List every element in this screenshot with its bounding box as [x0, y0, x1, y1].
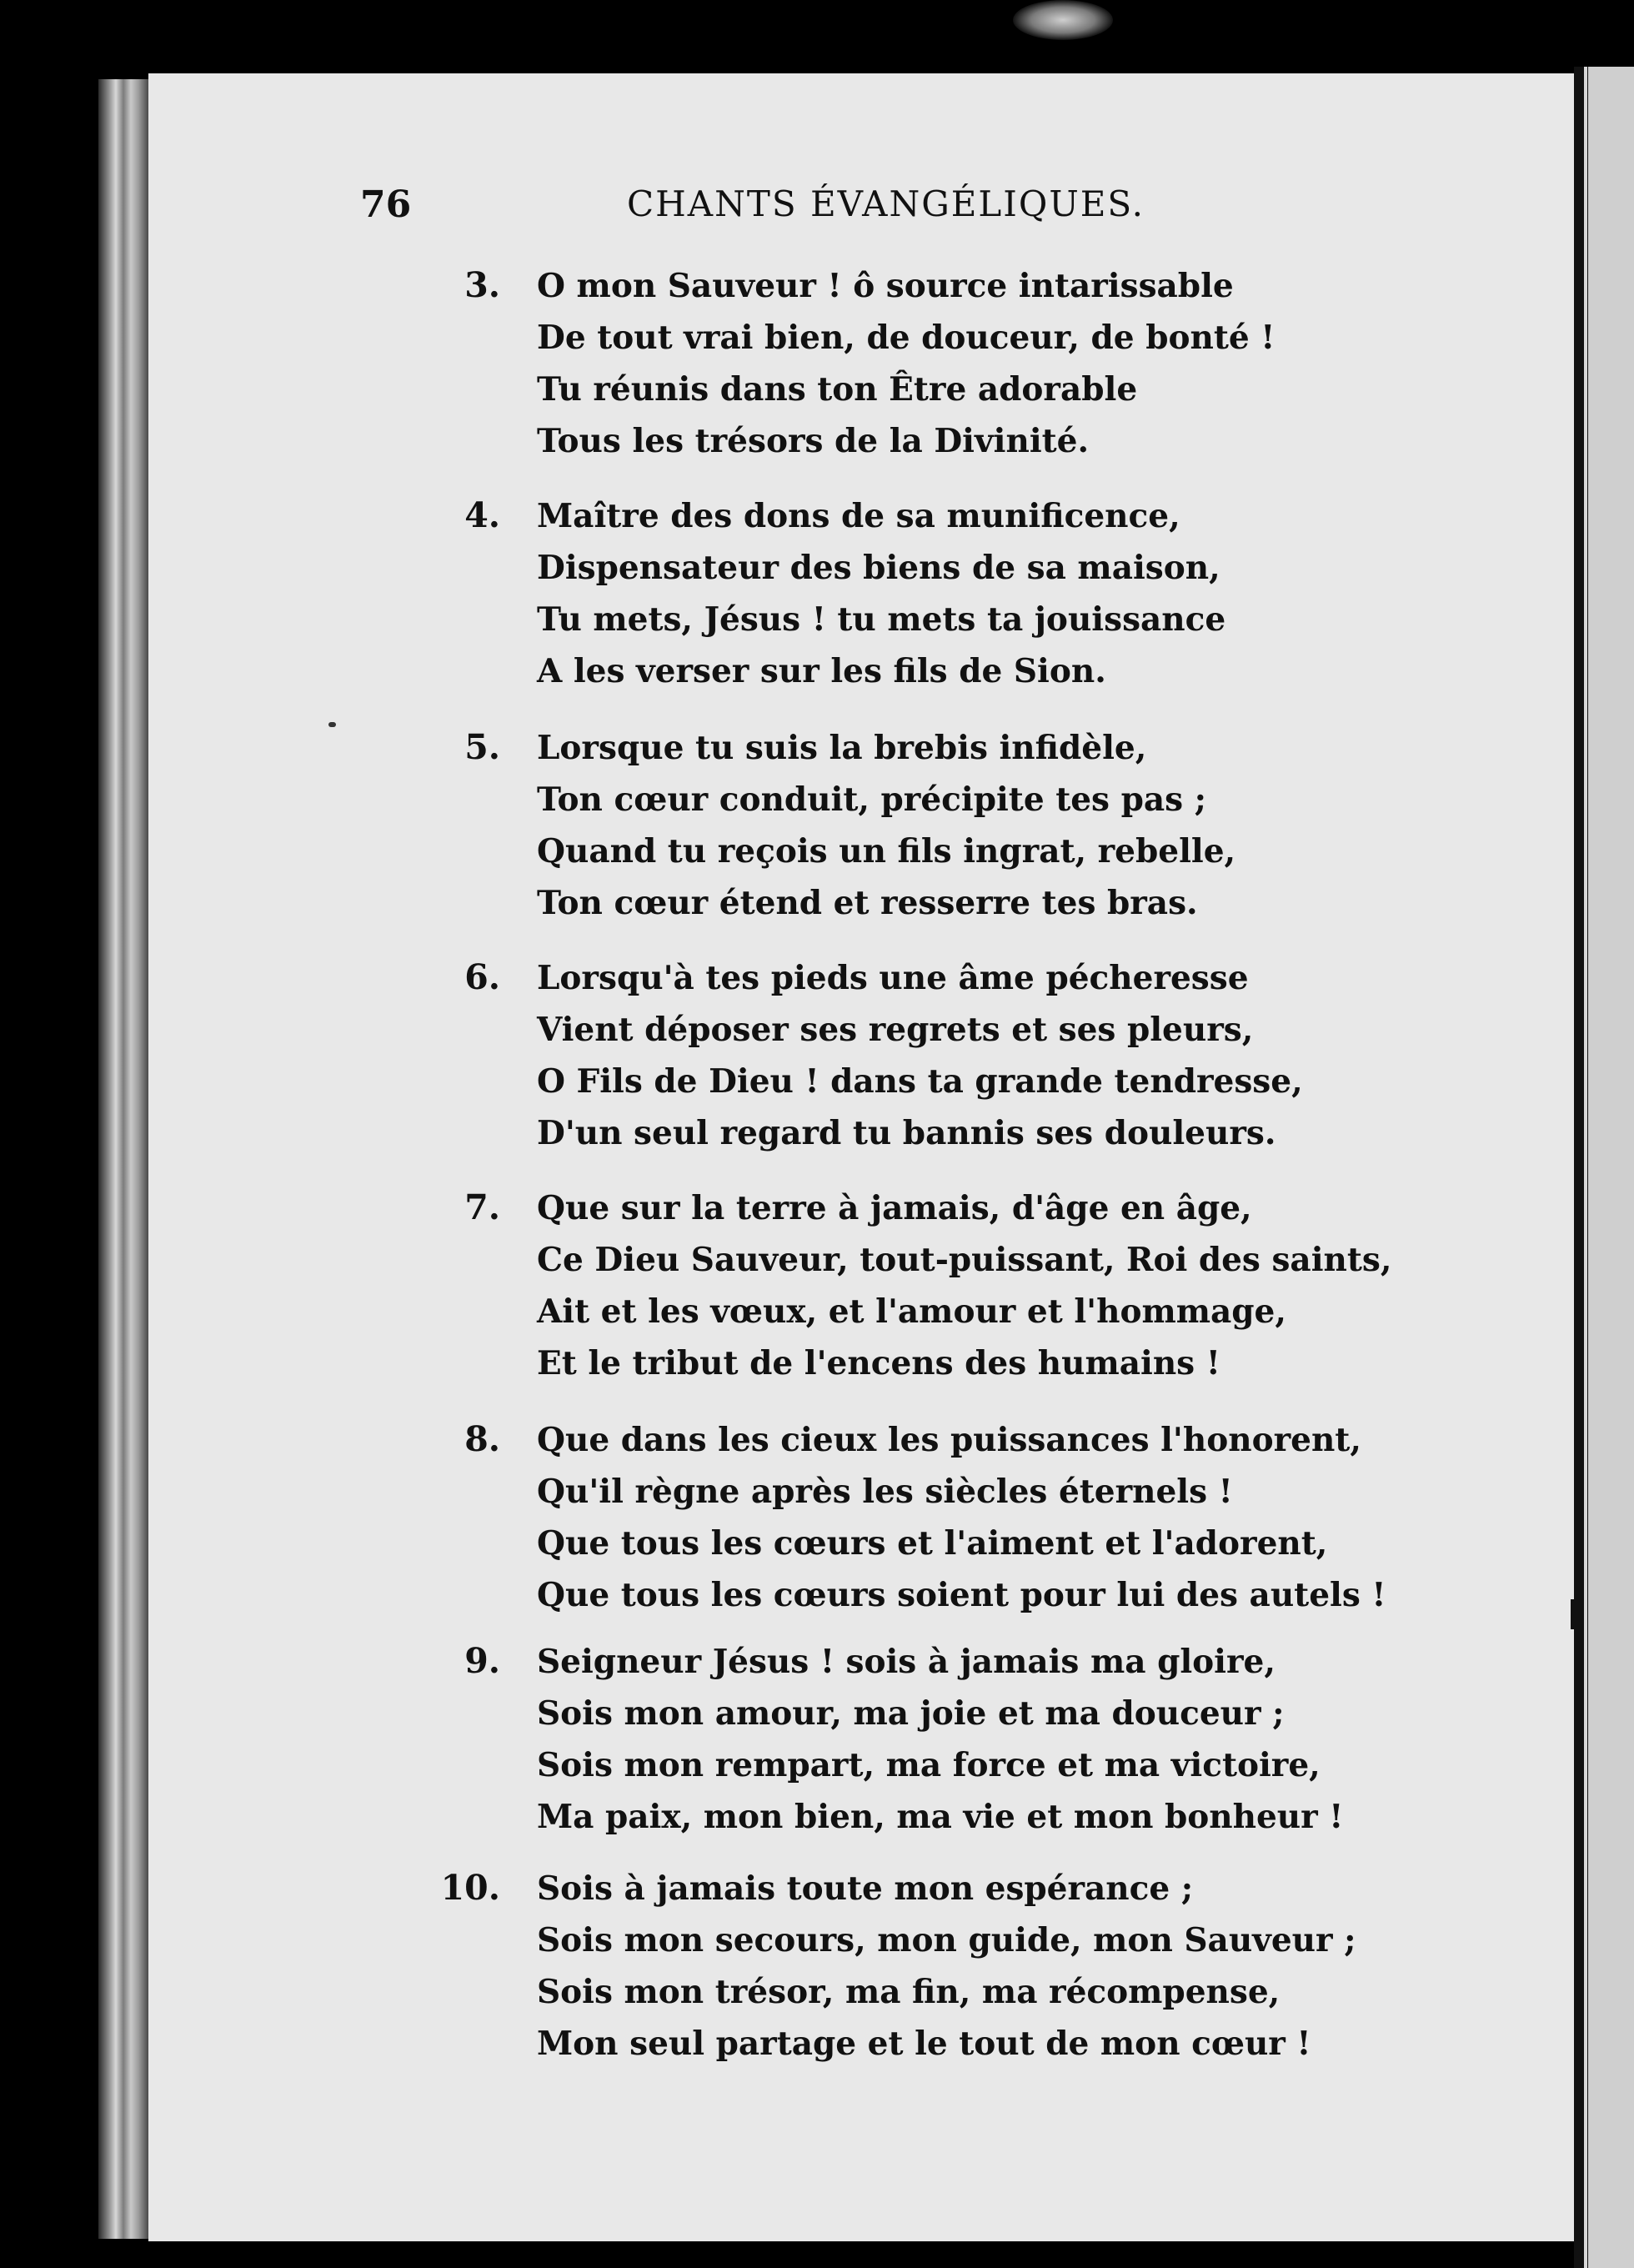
verse-line: Sois mon trésor, ma fin, ma récompense,: [537, 1973, 1281, 2011]
verse-line: Sois à jamais toute mon espérance ;: [537, 1869, 1194, 1908]
verse-line: Ma paix, mon bien, ma vie et mon bonheur !: [537, 1798, 1344, 1836]
verse-line: Qu'il règne après les siècles éternels !: [537, 1473, 1233, 1511]
verse-number: 9.: [464, 1641, 500, 1681]
verse-line: O Fils de Dieu ! dans ta grande tendresse,: [537, 1062, 1303, 1101]
verse-number: 7.: [464, 1187, 500, 1227]
ink-speck: [328, 722, 336, 727]
page-number: 76: [360, 183, 412, 226]
verse-line: Tu réunis dans ton Être adorable: [537, 370, 1138, 409]
verse-line: Ait et les vœux, et l'amour et l'hommage,: [537, 1292, 1286, 1331]
book-page-edges: [98, 79, 148, 2239]
verse-line: Mon seul partage et le tout de mon cœur !: [537, 2025, 1311, 2063]
verse-line: Seigneur Jésus ! sois à jamais ma gloire,: [537, 1643, 1276, 1681]
verse-number: 10.: [440, 1868, 500, 1908]
verse-line: Dispensateur des biens de sa maison,: [537, 549, 1220, 587]
verse-line: A les verser sur les fils de Sion.: [537, 652, 1106, 690]
verse-number: 4.: [464, 495, 500, 535]
verse-number: 8.: [464, 1419, 500, 1459]
verse-line: Que sur la terre à jamais, d'âge en âge,: [537, 1189, 1252, 1227]
verse-line: Tous les trésors de la Divinité.: [537, 422, 1090, 460]
verse-line: Vient déposer ses regrets et ses pleurs,: [537, 1011, 1254, 1049]
verse-line: Ton cœur étend et resserre tes bras.: [537, 884, 1198, 922]
verse-number: 6.: [464, 957, 500, 997]
verse-line: Sois mon rempart, ma force et ma victoire,: [537, 1746, 1321, 1784]
verse-line: De tout vrai bien, de douceur, de bonté !: [537, 319, 1276, 357]
verse-line: Maître des dons de sa munificence,: [537, 497, 1180, 535]
verse-line: O mon Sauveur ! ô source intarissable: [537, 267, 1234, 305]
verse-line: Sois mon amour, ma joie et ma douceur ;: [537, 1694, 1285, 1733]
verse-number: 5.: [464, 727, 500, 767]
verse-line: Ton cœur conduit, précipite tes pas ;: [537, 780, 1207, 819]
verse-line: Que tous les cœurs soient pour lui des autels !: [537, 1576, 1386, 1614]
verse-line: D'un seul regard tu bannis ses douleurs.: [537, 1114, 1276, 1152]
verse-line: Lorsqu'à tes pieds une âme pécheresse: [537, 959, 1249, 997]
verse-line: Lorsque tu suis la brebis infidèle,: [537, 729, 1147, 767]
next-page-sliver: [1588, 67, 1634, 2268]
verse-line: Que tous les cœurs et l'aiment et l'adorent,: [537, 1524, 1328, 1563]
verse-line: Ce Dieu Sauveur, tout-puissant, Roi des saints,: [537, 1241, 1392, 1279]
margin-mark: [1571, 1599, 1577, 1629]
running-title: CHANTS ÉVANGÉLIQUES.: [627, 183, 1145, 224]
verse-line: Tu mets, Jésus ! tu mets ta jouissance: [537, 600, 1226, 639]
gutter-line: [1584, 67, 1587, 2268]
verse-line: Et le tribut de l'encens des humains !: [537, 1344, 1220, 1382]
scan-smudge: [1013, 0, 1113, 40]
verse-number: 3.: [464, 265, 500, 305]
verse-line: Quand tu reçois un fils ingrat, rebelle,: [537, 832, 1236, 871]
verse-line: Que dans les cieux les puissances l'honorent,: [537, 1421, 1361, 1459]
verse-line: Sois mon secours, mon guide, mon Sauveur ;: [537, 1921, 1356, 1959]
